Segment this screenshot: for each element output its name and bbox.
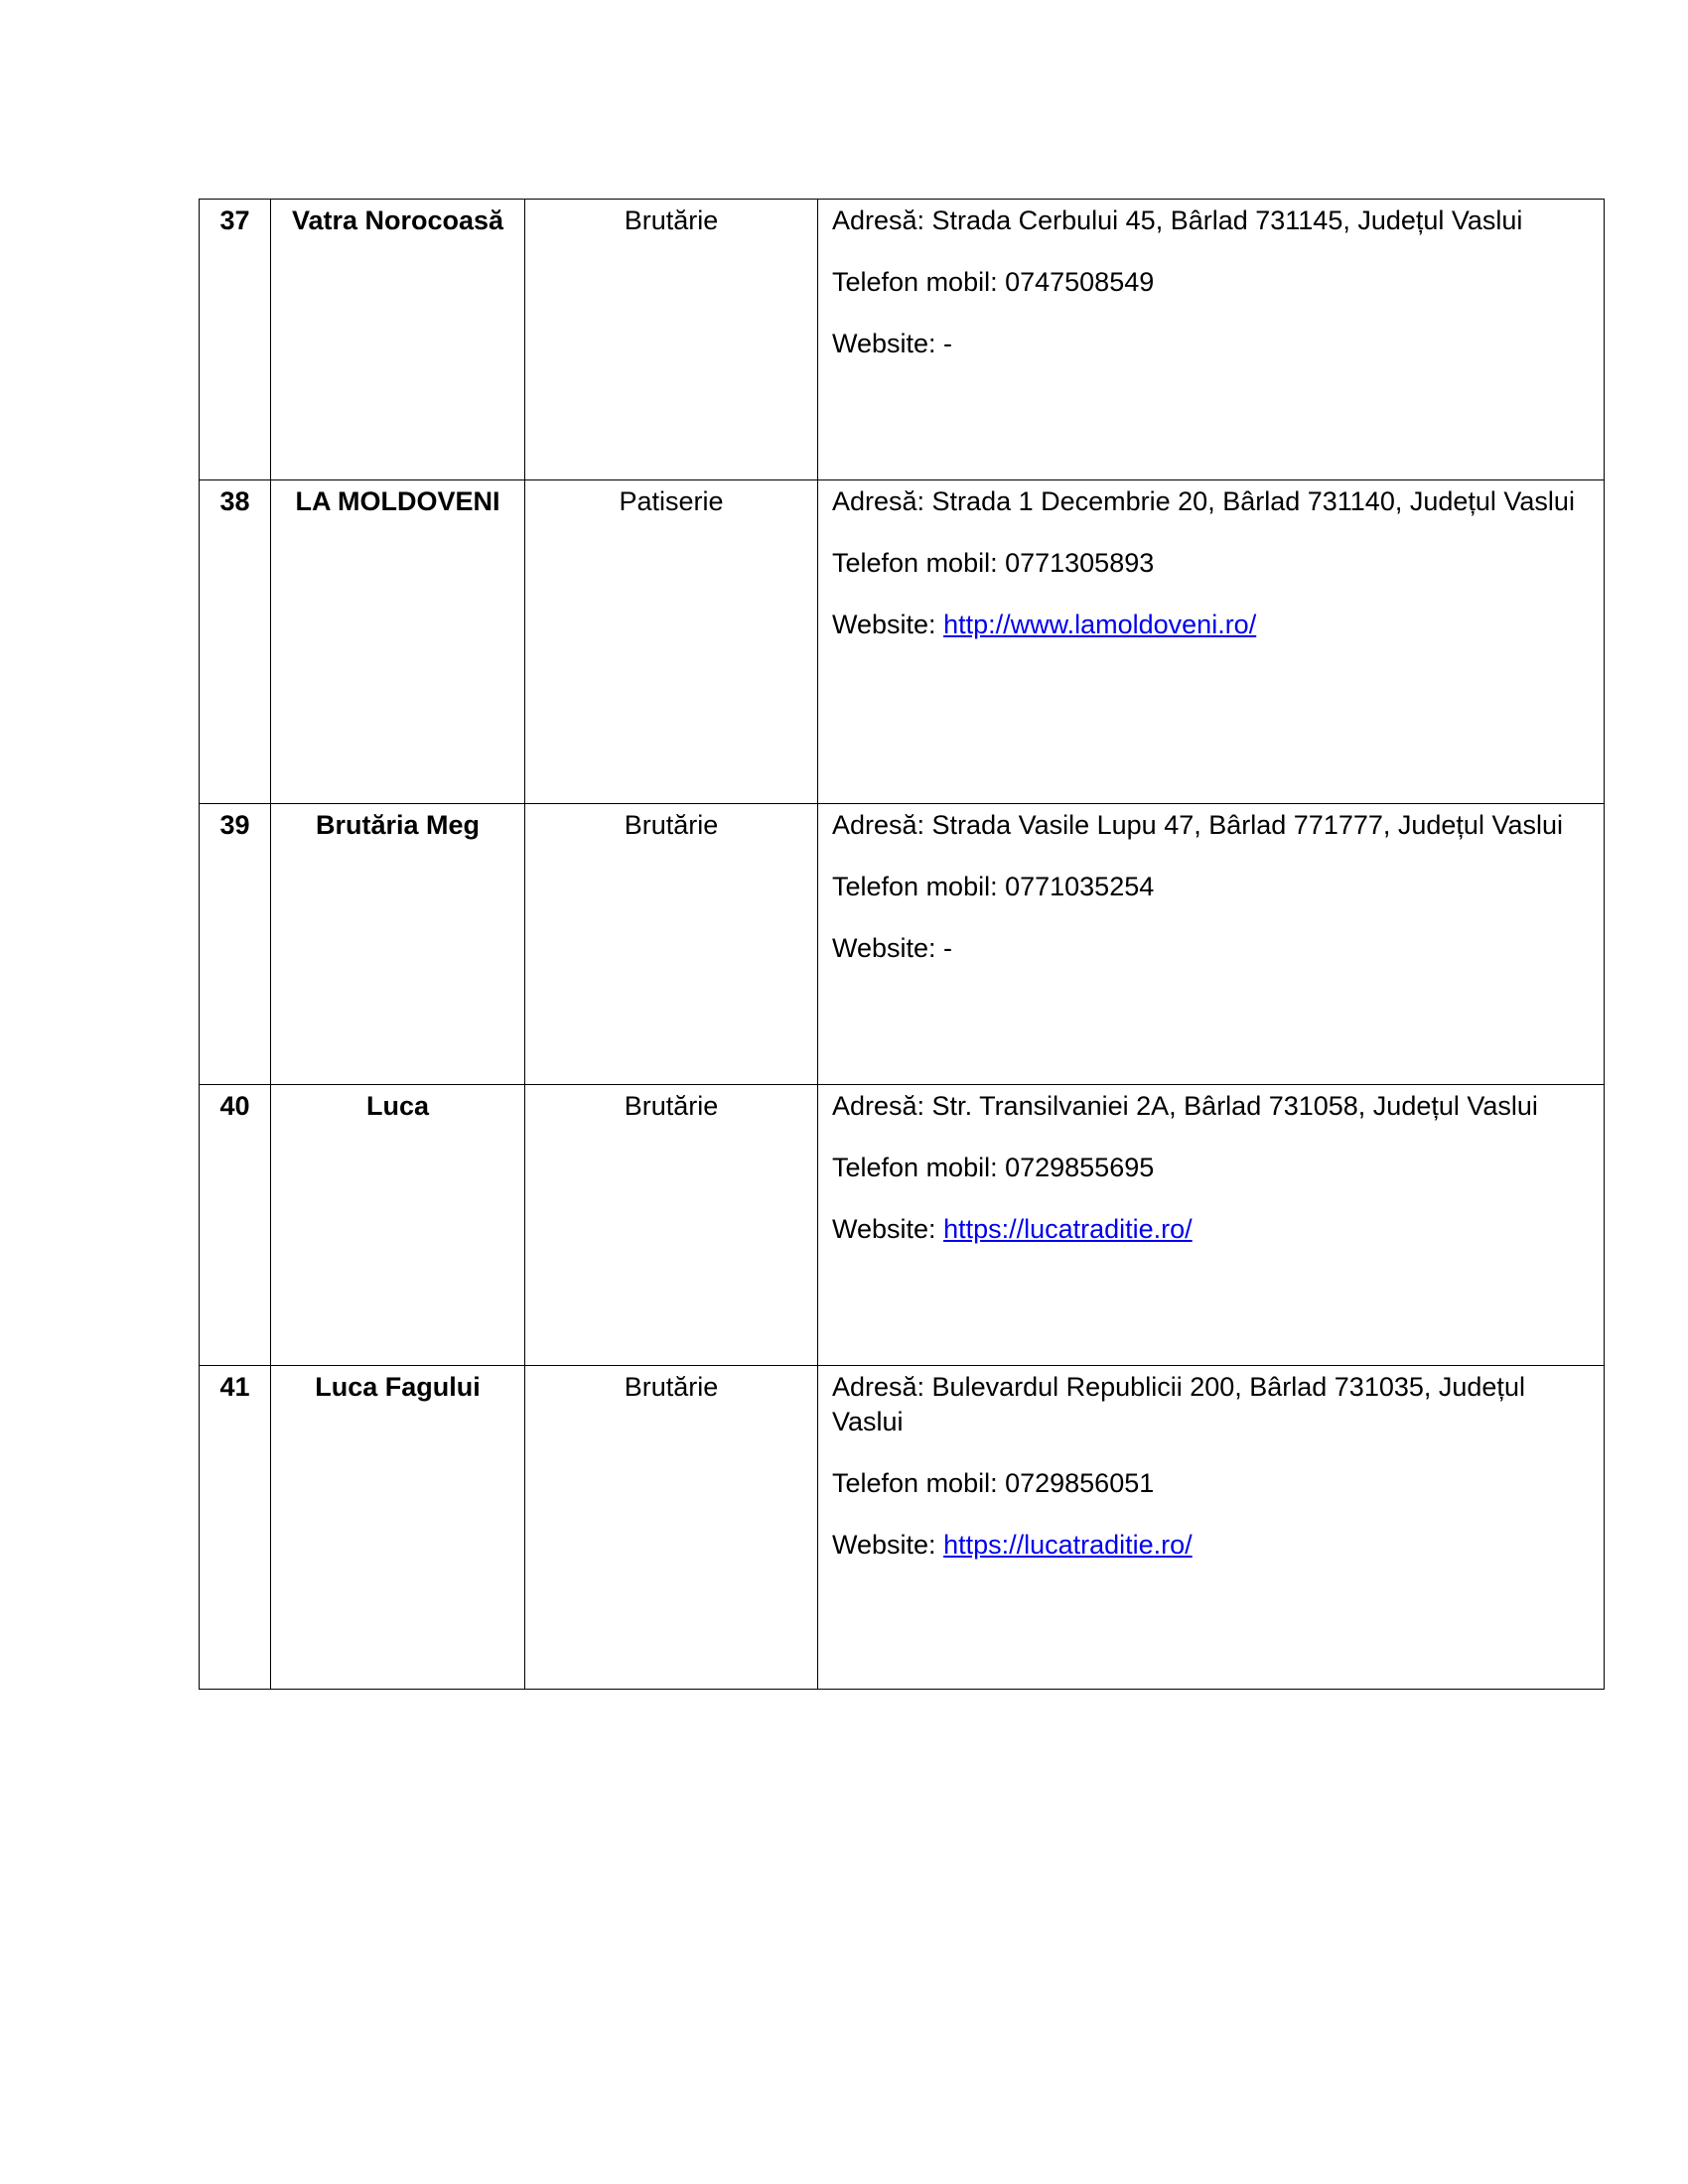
business-type: Brutărie — [525, 200, 818, 480]
business-type: Patiserie — [525, 480, 818, 804]
website-line — [832, 1528, 1590, 1563]
row-number: 39 — [200, 804, 271, 1085]
address-text: Adresă: Strada Cerbului 45, Bârlad 731145, Județul Vaslui — [832, 205, 1523, 235]
table-row — [200, 480, 1605, 804]
website-line — [832, 608, 1590, 642]
row-number: 41 — [200, 1366, 271, 1690]
row-number: 37 — [200, 200, 271, 480]
contact-cell — [818, 480, 1605, 804]
table-row — [200, 1366, 1605, 1690]
business-name: Vatra Norocoasă — [271, 200, 525, 480]
phone-text: Telefon mobil: 0729855695 — [832, 1153, 1155, 1183]
website-label: Website: — [832, 1214, 944, 1245]
website-link[interactable]: http://www.lamoldoveni.ro/ — [943, 610, 1257, 640]
website-label: Website: - — [832, 329, 953, 359]
business-type: Brutărie — [525, 1085, 818, 1366]
phone-text: Telefon mobil: 0729856051 — [832, 1468, 1155, 1499]
website-line — [832, 327, 1590, 361]
website-line — [832, 931, 1590, 966]
address-text: Adresă: Strada 1 Decembrie 20, Bârlad 731140, Județul Vaslui — [832, 486, 1575, 516]
contact-cell — [818, 200, 1605, 480]
phone-text: Telefon mobil: 0771305893 — [832, 548, 1155, 579]
website-link[interactable]: https://lucatraditie.ro/ — [943, 1530, 1193, 1561]
table-row — [200, 1085, 1605, 1366]
contact-cell — [818, 1085, 1605, 1366]
website-link[interactable]: https://lucatraditie.ro/ — [943, 1214, 1193, 1245]
business-name: Luca Fagului — [271, 1366, 525, 1690]
website-line — [832, 1212, 1590, 1247]
phone-text: Telefon mobil: 0747508549 — [832, 267, 1155, 298]
business-name: LA MOLDOVENI — [271, 480, 525, 804]
contact-cell — [818, 804, 1605, 1085]
website-label: Website: - — [832, 933, 953, 964]
table-row — [200, 804, 1605, 1085]
row-number: 38 — [200, 480, 271, 804]
address-text: Adresă: Strada Vasile Lupu 47, Bârlad 771777, Județul Vaslui — [832, 810, 1563, 840]
bakery-table — [199, 199, 1605, 1690]
address-text: Adresă: Str. Transilvaniei 2A, Bârlad 731058, Județul Vaslui — [832, 1091, 1538, 1121]
business-name: Luca — [271, 1085, 525, 1366]
address-text: Adresă: Bulevardul Republicii 200, Bârlad 731035, Județul Vaslui — [832, 1372, 1525, 1437]
website-label: Website: — [832, 610, 944, 640]
contact-cell — [818, 1366, 1605, 1690]
business-name: Brutăria Meg — [271, 804, 525, 1085]
website-label: Website: — [832, 1530, 944, 1561]
phone-text: Telefon mobil: 0771035254 — [832, 872, 1155, 902]
business-type: Brutărie — [525, 1366, 818, 1690]
table-row — [200, 200, 1605, 480]
business-type: Brutărie — [525, 804, 818, 1085]
row-number: 40 — [200, 1085, 271, 1366]
